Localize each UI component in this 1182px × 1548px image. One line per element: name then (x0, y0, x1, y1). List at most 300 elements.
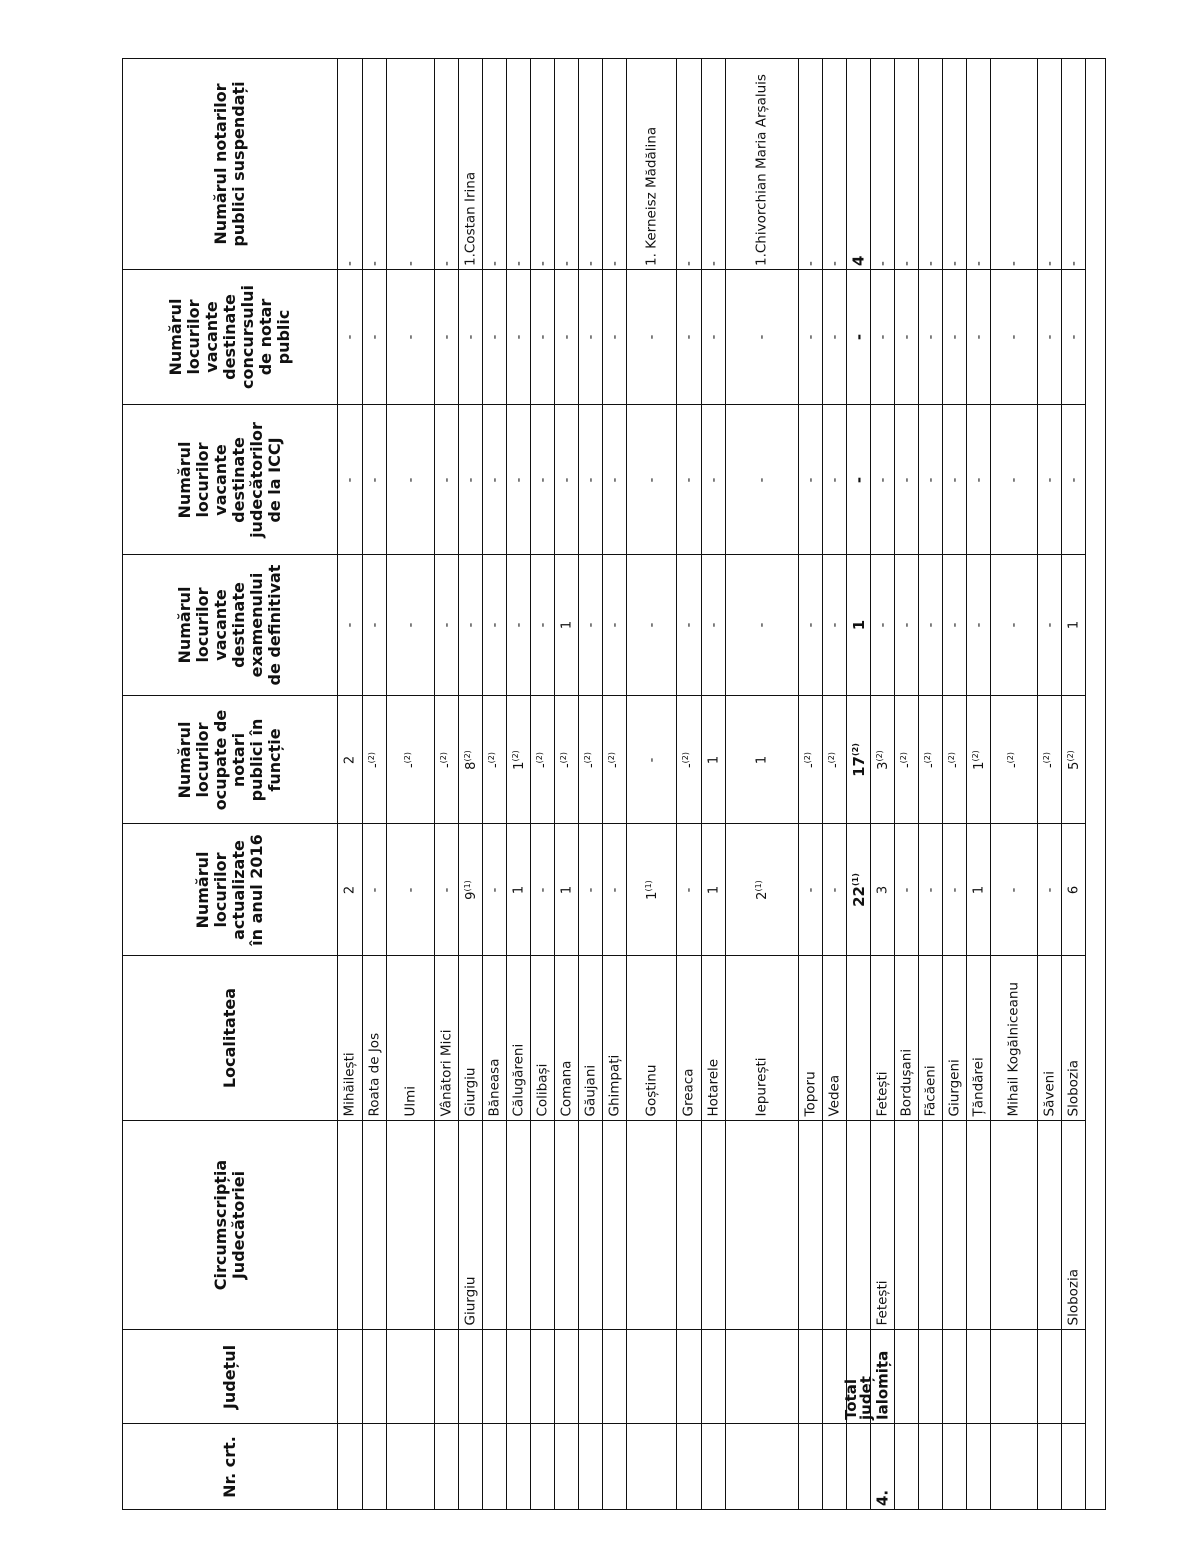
cell-ocup: -$^{(2)}$ (558, 751, 575, 768)
cell-loc: Hotarele (705, 1058, 721, 1117)
table-cell-circ (627, 1121, 677, 1330)
cell-act: - (803, 887, 818, 892)
cell-ocup: -$^{(2)}$ (680, 751, 698, 768)
cell-ocup: -$^{(2)}$ (606, 751, 623, 768)
table-cell-circ (579, 1121, 603, 1330)
cell-loc: Vânători Mici (438, 1029, 454, 1117)
cell-iccj: - (1066, 477, 1081, 482)
cell-susp: - (486, 260, 502, 266)
cell-iccj: - (706, 477, 721, 482)
table-cell-susp (991, 58, 1038, 270)
table-cell-iccj (483, 405, 507, 555)
cell-conc: - (971, 334, 986, 340)
cell-ocup: -$^{(2)}$ (922, 751, 939, 768)
cell-susp: - (898, 260, 914, 266)
table-cell-susp (387, 58, 435, 270)
cell-conc: - (754, 334, 770, 340)
cell-iccj: - (511, 477, 526, 482)
cell-circ: Fetești (874, 1280, 890, 1326)
cell-ocup: 1$^{(2)}$ (510, 749, 527, 770)
cell-def: - (1006, 622, 1022, 628)
table-cell-def (363, 555, 387, 696)
table-cell-nr (967, 1424, 991, 1510)
table-cell-circ (871, 1121, 895, 1330)
table-cell-nr (555, 1424, 579, 1510)
table-cell-judet (338, 1330, 363, 1424)
table-cell-loc (943, 956, 967, 1121)
cell-ocup: 2 (342, 755, 358, 764)
cell-circ: Slobozia (1065, 1268, 1081, 1326)
cell-iccj: - (754, 477, 770, 482)
table-cell-nr (847, 1424, 871, 1510)
table-cell-ocup (603, 696, 627, 824)
table-cell-circ (799, 1121, 823, 1330)
cell-ocup: -$^{(2)}$ (826, 751, 843, 768)
table-cell-judet (1038, 1330, 1062, 1424)
table-cell-def (435, 555, 459, 696)
table-cell-circ (677, 1121, 702, 1330)
table-cell-nr (871, 1424, 895, 1510)
table-cell-conc (435, 270, 459, 405)
table-cell-def (531, 555, 555, 696)
table-cell-act (1038, 824, 1062, 956)
table-cell-conc (702, 270, 726, 405)
table-cell-conc (387, 270, 435, 405)
table-cell-def (991, 555, 1038, 696)
table-cell-susp (799, 58, 823, 270)
table-cell-judet (702, 1330, 726, 1424)
table-cell-def (459, 555, 483, 696)
table-cell-loc (991, 956, 1038, 1121)
table-cell-circ (967, 1121, 991, 1330)
cell-ocup: 5$^{(2)}$ (1065, 749, 1082, 770)
table-cell-def (1062, 555, 1086, 696)
table-cell-circ (702, 1121, 726, 1330)
table-cell-act (507, 824, 531, 956)
cell-def: - (971, 622, 986, 628)
cell-conc: - (923, 334, 938, 340)
cell-def: - (487, 622, 502, 628)
cell-ocup: 3$^{(2)}$ (874, 749, 891, 770)
table-cell-conc (627, 270, 677, 405)
cell-ocup: -$^{(2)}$ (402, 751, 419, 768)
table-cell-susp (627, 58, 677, 270)
table-cell-susp (483, 58, 507, 270)
table-cell-loc (435, 956, 459, 1121)
table-cell-susp (847, 58, 871, 270)
table-cell-conc (726, 270, 799, 405)
table-cell-circ (435, 1121, 459, 1330)
table-cell-conc (847, 270, 871, 405)
table-cell-conc (338, 270, 363, 405)
cell-act: 2 (342, 885, 358, 894)
table-cell-judet (531, 1330, 555, 1424)
table-cell-conc (871, 270, 895, 405)
table-cell-nr (387, 1424, 435, 1510)
table-cell-susp (702, 58, 726, 270)
table-cell-susp (459, 58, 483, 270)
table-cell-conc (603, 270, 627, 405)
cell-conc: - (1066, 334, 1081, 340)
cell-act: - (403, 887, 418, 892)
table-cell-act (483, 824, 507, 956)
table-cell-circ (338, 1121, 363, 1330)
header-loc (122, 956, 338, 1121)
cell-loc: Iepurești (753, 1057, 770, 1117)
table-cell-conc (531, 270, 555, 405)
cell-susp: - (874, 260, 890, 266)
table-cell-iccj (847, 405, 871, 555)
cell-ocup: 17$^{(2)}$ (849, 742, 868, 777)
cell-ocup: 1 (706, 755, 721, 764)
cell-iccj: - (487, 477, 502, 482)
header-def (122, 555, 338, 696)
table-cell-loc (459, 956, 483, 1121)
cell-iccj: - (403, 477, 418, 482)
table-cell-nr (435, 1424, 459, 1510)
table-cell-act (991, 824, 1038, 956)
table-cell-judet (459, 1330, 483, 1424)
table-cell-def (823, 555, 847, 696)
cell-iccj: - (583, 477, 598, 482)
table-cell-def (967, 555, 991, 696)
table-cell-ocup (823, 696, 847, 824)
table-cell-iccj (603, 405, 627, 555)
table-cell-iccj (677, 405, 702, 555)
table-cell-def (702, 555, 726, 696)
cell-ocup: -$^{(2)}$ (1005, 751, 1023, 768)
cell-susp: 1. Kerneisz Mădălina (643, 126, 659, 266)
header-label-ocup: Numărul locurilor ocupate de notari publici în funcție (174, 709, 284, 810)
cell-def: - (583, 622, 598, 628)
cell-conc: - (947, 334, 962, 340)
table-cell-def (943, 555, 967, 696)
cell-def: - (923, 622, 938, 628)
table-cell-nr (895, 1424, 919, 1510)
cell-ocup: -$^{(2)}$ (802, 751, 819, 768)
cell-loc: Colibași (534, 1063, 550, 1117)
cell-conc: - (463, 334, 478, 340)
header-iccj (122, 405, 338, 555)
table-cell-susp (435, 58, 459, 270)
table-cell-judet (871, 1330, 895, 1424)
cell-susp: - (946, 260, 962, 266)
cell-susp: 4 (849, 255, 867, 266)
table-cell-def (799, 555, 823, 696)
cell-iccj: - (849, 476, 868, 483)
table-cell-ocup (579, 696, 603, 824)
table-cell-ocup (387, 696, 435, 824)
table-cell-loc (531, 956, 555, 1121)
table-cell-judet (919, 1330, 943, 1424)
table-cell-ocup (991, 696, 1038, 824)
table-cell-iccj (1038, 405, 1062, 555)
cell-susp: - (438, 260, 454, 266)
table-cell-def (338, 555, 363, 696)
cell-act: 2$^{(1)}$ (753, 879, 771, 900)
cell-def: - (827, 622, 842, 628)
table-cell-circ (919, 1121, 943, 1330)
cell-act: 1$^{(1)}$ (643, 879, 660, 900)
cell-ocup: -$^{(2)}$ (1041, 751, 1058, 768)
table-cell-susp (555, 58, 579, 270)
table-cell-judet (1062, 1330, 1086, 1424)
cell-ocup: -$^{(2)}$ (534, 751, 551, 768)
table-cell-loc (871, 956, 895, 1121)
cell-conc: - (803, 334, 818, 340)
table-cell-judet (603, 1330, 627, 1424)
cell-conc: - (487, 334, 502, 340)
table-cell-susp (579, 58, 603, 270)
table-cell-nr (799, 1424, 823, 1510)
table-cell-conc (1062, 270, 1086, 405)
cell-iccj: - (947, 477, 962, 482)
table-cell-nr (726, 1424, 799, 1510)
table-cell-act (726, 824, 799, 956)
cell-def: - (681, 622, 697, 628)
table-cell-circ (363, 1121, 387, 1330)
cell-conc: - (342, 334, 358, 340)
table-cell-iccj (555, 405, 579, 555)
table-cell-loc (363, 956, 387, 1121)
table-cell-ocup (677, 696, 702, 824)
table-cell-loc (967, 956, 991, 1121)
table-cell-susp (363, 58, 387, 270)
cell-act: - (487, 887, 502, 892)
table-cell-act (702, 824, 726, 956)
cell-susp: - (826, 260, 842, 266)
header-conc (122, 270, 338, 405)
cell-conc: - (1006, 334, 1022, 340)
table-cell-def (1038, 555, 1062, 696)
table-cell-iccj (579, 405, 603, 555)
cell-susp: - (802, 260, 818, 266)
table-cell-conc (677, 270, 702, 405)
table-cell-circ (531, 1121, 555, 1330)
cell-def: - (535, 622, 550, 628)
table-cell-susp (726, 58, 799, 270)
cell-act: 3 (875, 885, 890, 894)
table-cell-conc (967, 270, 991, 405)
table-cell-conc (555, 270, 579, 405)
table-cell-ocup (435, 696, 459, 824)
table-cell-nr (919, 1424, 943, 1510)
cell-susp: - (705, 260, 721, 266)
table-cell-ocup (943, 696, 967, 824)
cell-susp: - (582, 260, 598, 266)
cell-ocup: -$^{(2)}$ (946, 751, 963, 768)
table-cell-nr (483, 1424, 507, 1510)
table-cell-judet (555, 1330, 579, 1424)
table-cell-ocup (967, 696, 991, 824)
header-label-circ: Circumscripția Judecătoriei (210, 1159, 248, 1291)
cell-def: - (439, 622, 454, 628)
header-label-act: Numărul locurilor actualizate în anul 2016 (192, 833, 266, 946)
cell-def: - (367, 622, 382, 628)
table-cell-conc (1038, 270, 1062, 405)
table-cell-circ (895, 1121, 919, 1330)
table-cell-loc (895, 956, 919, 1121)
table-cell-ocup (1038, 696, 1062, 824)
cell-act: - (681, 887, 697, 892)
cell-def: - (803, 622, 818, 628)
table-cell-iccj (459, 405, 483, 555)
cell-susp: - (534, 260, 550, 266)
cell-iccj: - (463, 477, 478, 482)
cell-iccj: - (607, 477, 622, 482)
cell-ocup: - (644, 757, 659, 762)
table-cell-act (799, 824, 823, 956)
cell-loc: Slobozia (1065, 1059, 1081, 1117)
table-cell-act (435, 824, 459, 956)
table-cell-judet (507, 1330, 531, 1424)
table-cell-def (847, 555, 871, 696)
table-cell-act (459, 824, 483, 956)
table-cell-judet (799, 1330, 823, 1424)
table-cell-loc (507, 956, 531, 1121)
cell-conc: - (367, 334, 382, 340)
table-cell-act (387, 824, 435, 956)
cell-iccj: - (535, 477, 550, 482)
table-cell-conc (483, 270, 507, 405)
table-cell-def (895, 555, 919, 696)
table-cell-nr (531, 1424, 555, 1510)
cell-act: 22$^{(1)}$ (849, 872, 868, 907)
table-cell-circ (603, 1121, 627, 1330)
table-cell-def (603, 555, 627, 696)
cell-loc: Greaca (680, 1068, 697, 1117)
header-label-def: Numărul locurilor vacante destinate examenului de definitivat (174, 564, 284, 686)
cell-act: 1 (706, 885, 721, 894)
cell-loc: Giurgeni (946, 1059, 962, 1117)
cell-def: 1 (1066, 620, 1081, 630)
cell-susp: - (510, 260, 526, 266)
cell-loc: Făcăeni (922, 1065, 938, 1117)
table-cell-circ (991, 1121, 1038, 1330)
cell-act: - (607, 887, 622, 892)
cell-loc: Călugăreni (510, 1043, 526, 1117)
table-cell-loc (555, 956, 579, 1121)
table-cell-nr (1062, 1424, 1086, 1510)
table-cell-loc (338, 956, 363, 1121)
cell-conc: - (849, 333, 868, 341)
cell-loc: Goștinu (643, 1064, 659, 1117)
cell-conc: - (403, 334, 418, 340)
cell-loc: Comana (558, 1060, 574, 1117)
table-cell-iccj (967, 405, 991, 555)
cell-act: - (1006, 887, 1022, 892)
header-label-iccj: Numărul locurilor vacante destinate judecătorilor de la ICCJ (174, 421, 284, 538)
table-cell-iccj (919, 405, 943, 555)
table-cell-susp (677, 58, 702, 270)
cell-ocup: -$^{(2)}$ (582, 751, 599, 768)
table-cell-judet (435, 1330, 459, 1424)
table-cell-loc (726, 956, 799, 1121)
table-cell-act (871, 824, 895, 956)
table-cell-iccj (363, 405, 387, 555)
table-cell-conc (799, 270, 823, 405)
table-cell-act (967, 824, 991, 956)
table-cell-loc (847, 956, 871, 1121)
cell-susp: 1.Chivorchian Maria Arșaluis (753, 73, 770, 266)
cell-ocup: -$^{(2)}$ (438, 751, 455, 768)
table-cell-conc (919, 270, 943, 405)
table-cell-iccj (726, 405, 799, 555)
cell-susp: 1.Costan Irina (462, 171, 478, 266)
cell-susp: - (1041, 260, 1057, 266)
cell-act: - (439, 887, 454, 892)
cell-ocup: 1 (754, 755, 770, 764)
cell-def: 1 (849, 619, 868, 631)
cell-iccj: - (899, 477, 914, 482)
header-label-nr: Nr. crt. (219, 1435, 239, 1498)
cell-iccj: - (827, 477, 842, 482)
cell-judet: Total județ (841, 1375, 875, 1420)
table-cell-conc (507, 270, 531, 405)
table-cell-ocup (459, 696, 483, 824)
table-cell-circ (943, 1121, 967, 1330)
table-cell-judet (387, 1330, 435, 1424)
cell-act: - (535, 887, 550, 892)
cell-act: 1 (559, 885, 574, 894)
cell-loc: Mihail Kogălniceanu (1005, 982, 1022, 1117)
table-cell-circ (1062, 1121, 1086, 1330)
cell-susp: - (970, 260, 986, 266)
header-judet (122, 1330, 338, 1424)
cell-def: - (1042, 622, 1057, 628)
notary-table (122, 58, 1106, 1510)
table-cell-nr (677, 1424, 702, 1510)
table-cell-def (919, 555, 943, 696)
table-cell-iccj (871, 405, 895, 555)
table-cell-susp (531, 58, 555, 270)
table-cell-circ (555, 1121, 579, 1330)
cell-conc: - (827, 334, 842, 340)
cell-conc: - (535, 334, 550, 340)
table-cell-def (483, 555, 507, 696)
table-cell-act (627, 824, 677, 956)
cell-act: - (1042, 887, 1057, 892)
cell-act: 1 (511, 885, 526, 894)
cell-loc: Toporu (802, 1071, 818, 1117)
cell-judet: Ialomița (873, 1350, 891, 1420)
table-cell-judet (943, 1330, 967, 1424)
table-cell-iccj (531, 405, 555, 555)
table-cell-nr (603, 1424, 627, 1510)
table-cell-judet (677, 1330, 702, 1424)
cell-ocup: -$^{(2)}$ (486, 751, 503, 768)
cell-conc: - (583, 334, 598, 340)
table-cell-iccj (435, 405, 459, 555)
table-cell-def (579, 555, 603, 696)
table-cell-conc (943, 270, 967, 405)
table-cell-judet (627, 1330, 677, 1424)
cell-act: - (947, 887, 962, 892)
table-cell-judet (579, 1330, 603, 1424)
cell-susp: - (606, 260, 622, 266)
table-cell-act (555, 824, 579, 956)
cell-circ: Giurgiu (462, 1276, 478, 1326)
table-cell-ocup (726, 696, 799, 824)
cell-act: 6 (1066, 885, 1081, 894)
cell-def: - (644, 622, 659, 628)
table-cell-loc (799, 956, 823, 1121)
cell-def: - (463, 622, 478, 628)
table-cell-act (823, 824, 847, 956)
table-cell-loc (919, 956, 943, 1121)
table-cell-loc (627, 956, 677, 1121)
cell-loc: Roata de Jos (366, 1032, 382, 1117)
